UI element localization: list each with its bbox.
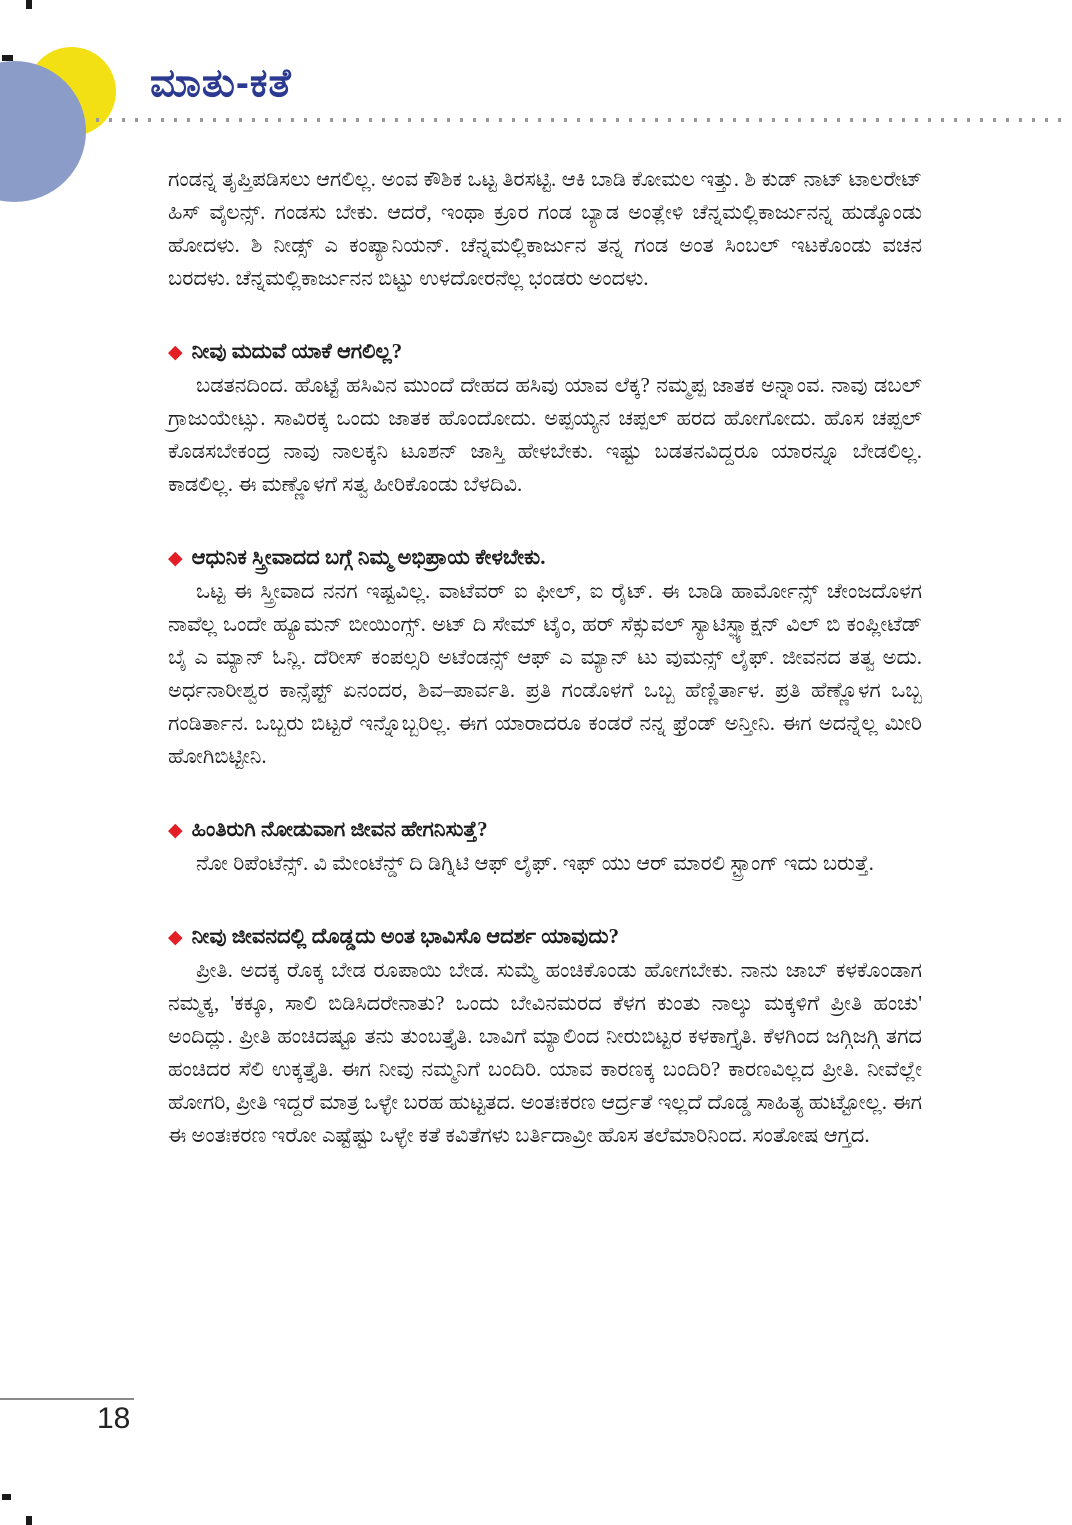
question-line — [168, 541, 922, 575]
crop-mark-bottom-dash — [2, 1494, 11, 1500]
question-line — [168, 920, 922, 954]
qa-section-1 — [168, 335, 922, 501]
footer-rule — [0, 1398, 134, 1400]
diamond-bullet-icon: ◆ — [168, 547, 183, 569]
intro-paragraph: ಗಂಡನ್ನ ತೃಪ್ತಿಪಡಿಸಲು ಆಗಲಿಲ್ಲ. ಅಂವ ಕೌಶಿಕ ಒಟ್ಟ ತಿರಸಟ್ಟಿ. ಆಕಿ ಬಾಡಿ ಕೋಮಲ ಇತ್ತು. ಶಿ ಕುಡ್ ನಾಟ್ ಟಾಲರೇಟ್ ಹಿಸ್ ವೈಲನ್ಸ್. ಗಂಡಸು ಬೇಕು. ಆದರೆ, ಇಂಥಾ ಕ್ರೂರ ಗಂಡ ಬ್ಯಾಡ ಅಂತ್ಲೇಳಿ ಚೆನ್ನಮಲ್ಲಿಕಾರ್ಜುನನ್ನ ಹುಡ್ಕೊಂಡು ಹೋದಳು. ಶಿ ನೀಡ್ಸ್ ಎ ಕಂಪ್ಯಾನಿಯನ್. ಚೆನ್ನಮಲ್ಲಿಕಾರ್ಜುನ ತನ್ನ ಗಂಡ ಅಂತ ಸಿಂಬಲ್ ಇಟಕೊಂಡು ವಚನ ಬರದಳು. ಚೆನ್ನಮಲ್ಲಿಕಾರ್ಜುನನ ಬಿಟ್ಟು ಉಳದೋರನೆಲ್ಲ ಭಂಡರು ಅಂದಳು. — [168, 167, 922, 290]
diamond-bullet-icon: ◆ — [168, 926, 183, 948]
question-line — [168, 335, 922, 369]
question-text: ಆಧುನಿಕ ಸ್ತ್ರೀವಾದದ ಬಗ್ಗೆ ನಿಮ್ಮ ಅಭಿಪ್ರಾಯ ಕೇಳಬೇಕು. — [191, 545, 546, 569]
question-line — [168, 813, 922, 847]
qa-section-3 — [168, 813, 922, 880]
question-text: ನೀವು ಮದುವೆ ಯಾಕೆ ಆಗಲಿಲ್ಲ? — [191, 339, 403, 363]
crop-mark-top-tick — [26, 0, 32, 9]
qa-section-2 — [168, 541, 922, 773]
question-text: ಹಿಂತಿರುಗಿ ನೋಡುವಾಗ ಜೀವನ ಹೇಗನಿಸುತ್ತೆ? — [191, 817, 488, 841]
page-number: 18 — [97, 1402, 131, 1435]
content-column — [168, 163, 922, 1152]
page-title: ಮಾತು-ಕತೆ — [150, 62, 292, 105]
answer-paragraph: ನೋ ರಿಪೆಂಟೆನ್ಸ್. ವಿ ಮೇಂಟೆನ್ಡ್ ದಿ ಡಿಗ್ನಿಟಿ ಆಫ್ ಲೈಫ್. ಇಫ್ ಯು ಆರ್ ಮಾರಲಿ ಸ್ಟ್ರಾಂಗ್ ಇದು ಬರುತ್ತೆ. — [196, 851, 874, 875]
answer-paragraph: ಒಟ್ಟ ಈ ಸ್ತ್ರೀವಾದ ನನಗ ಇಷ್ಟವಿಲ್ಲ. ವಾಟೆವರ್ ಐ ಫೀಲ್, ಐ ರೈಟ್. ಈ ಬಾಡಿ ಹಾರ್ಮೋನ್ಸ್ ಚೇಂಜದೊಳಗ ನಾವೆಲ್ಲ ಒಂದೇ ಹ್ಯೂಮನ್ ಬೀಯಿಂಗ್ಸ್. ಅಟ್ ದಿ ಸೇಮ್ ಟೈಂ, ಹರ್ ಸೆಕ್ಸುವಲ್ ಸ್ಯಾಟಿಸ್ಫ್ಯಾಕ್ಷನ್ ವಿಲ್ ಬಿ ಕಂಪ್ಲೀಟೆಡ್ ಬೈ ಎ ಮ್ಯಾನ್ ಓನ್ಲಿ. ದೆರೀಸ್ ಕಂಪಲ್ಸರಿ ಅಟೆಂಡನ್ಸ್ ಆಫ್ ಎ ಮ್ಯಾನ್ ಟು ವುಮನ್ಸ್ ಲೈಫ್. ಜೀವನದ ತತ್ವ ಅದು. ಅರ್ಧನಾರೀಶ್ವರ ಕಾನ್ಸೆಪ್ಟ್ ಏನಂದರ, ಶಿವ–ಪಾರ್ವತಿ. ಪ್ರತಿ ಗಂಡೊಳಗೆ ಒಬ್ಬ ಹೆಣ್ಣಿರ್ತಾಳ. ಪ್ರತಿ ಹೆಣ್ಣೊಳಗ ಒಬ್ಬ ಗಂಡಿರ್ತಾನ. ಒಬ್ಬರು ಬಿಟ್ಟರೆ ಇನ್ನೊಬ್ಬರಿಲ್ಲ. ಈಗ ಯಾರಾದರೂ ಕಂಡರೆ ನನ್ನ ಫ್ರೆಂಡ್ ಅನ್ತೀನಿ. ಈಗ ಅದನ್ನೆಲ್ಲ ಮೀರಿ ಹೋಗಿಬಿಟ್ಟೀನಿ. — [168, 579, 922, 768]
answer-paragraph: ಪ್ರೀತಿ. ಅದಕ್ಕ ರೊಕ್ಕ ಬೇಡ ರೂಪಾಯಿ ಬೇಡ. ಸುಮ್ಮೆ ಹಂಚಿಕೊಂಡು ಹೋಗಬೇಕು. ನಾನು ಜಾಬ್ ಕಳಕೊಂಡಾಗ ನಮ್ಮಕ್ಕ, 'ಕಕ್ಕೂ, ಸಾಲಿ ಬಿಡಿಸಿದರೇನಾತು? ಒಂದು ಬೇವಿನಮರದ ಕೆಳಗ ಕುಂತು ನಾಲ್ಕು ಮಕ್ಕಳಿಗೆ ಪ್ರೀತಿ ಹಂಚು' ಅಂದಿದ್ಲು. ಪ್ರೀತಿ ಹಂಚಿದಷ್ಟೂ ತನು ತುಂಬತ್ತೈತಿ. ಬಾವಿಗೆ ಮ್ಯಾಲಿಂದ ನೀರುಬಿಟ್ಟರ ಕಳಕಾಗ್ತೈತಿ. ಕೆಳಗಿಂದ ಜಗ್ಗಿಜಗ್ಗಿ ತಗದ ಹಂಚಿದರ ಸೆಲಿ ಉಕ್ಕತ್ತೈತಿ. ಈಗ ನೀವು ನಮ್ಮನಿಗೆ ಬಂದಿರಿ. ಯಾವ ಕಾರಣಕ್ಕ ಬಂದಿರಿ? ಕಾರಣವಿಲ್ಲದ ಪ್ರೀತಿ. ನೀವೆಲ್ಲೇ ಹೋಗರಿ, ಪ್ರೀತಿ ಇದ್ದರೆ ಮಾತ್ರ ಒಳ್ಳೇ ಬರಹ ಹುಟ್ಟತದ. ಅಂತಃಕರಣ ಆರ್ದ್ರತೆ ಇಲ್ಲದೆ ದೊಡ್ಡ ಸಾಹಿತ್ಯ ಹುಟ್ಟೋಲ್ಲ. ಈಗ ಈ ಅಂತಃಕರಣ ಇರೋ ಎಷ್ಟೆಷ್ಟು ಒಳ್ಳೇ ಕತೆ ಕವಿತೆಗಳು ಬರ್ತಿದಾವ್ರೀ ಹೊಸ ತಲೆಮಾರಿನಿಂದ. ಸಂತೋಷ ಆಗ್ತದ. — [168, 958, 922, 1147]
answer-paragraph: ಬಡತನದಿಂದ. ಹೊಟ್ಟೆ ಹಸಿವಿನ ಮುಂದೆ ದೇಹದ ಹಸಿವು ಯಾವ ಲೆಕ್ಕ? ನಮ್ಮಪ್ಪ ಜಾತಕ ಅನ್ನಾಂವ. ನಾವು ಡಬಲ್ ಗ್ರಾಜುಯೇಟ್ಸು. ಸಾವಿರಕ್ಕ ಒಂದು ಜಾತಕ ಹೊಂದೋದು. ಅಪ್ಪಯ್ಯನ ಚಪ್ಪಲ್ ಹರದ ಹೋಗೋದು. ಹೊಸ ಚಪ್ಪಲ್ ಕೊಡಸಬೇಕಂದ್ರ ನಾವು ನಾಲಕ್ಕನಿ ಟೂಶನ್ ಜಾಸ್ತಿ ಹೇಳಬೇಕು. ಇಷ್ಟು ಬಡತನವಿದ್ದರೂ ಯಾರನ್ನೂ ಬೇಡಲಿಲ್ಲ. ಕಾಡಲಿಲ್ಲ. ಈ ಮಣ್ಣೊಳಗೆ ಸತ್ವ ಹೀರಿಕೊಂಡು ಬೆಳದಿವಿ. — [168, 373, 922, 496]
diamond-bullet-icon: ◆ — [168, 819, 183, 841]
question-text: ನೀವು ಜೀವನದಲ್ಲಿ ದೊಡ್ಡದು ಅಂತ ಭಾವಿಸೊ ಆದರ್ಶ ಯಾವುದು? — [191, 924, 620, 948]
qa-section-4 — [168, 920, 922, 1152]
crop-mark-bottom-tick — [26, 1516, 32, 1525]
diamond-bullet-icon: ◆ — [168, 341, 183, 363]
dotted-divider — [96, 118, 1062, 122]
